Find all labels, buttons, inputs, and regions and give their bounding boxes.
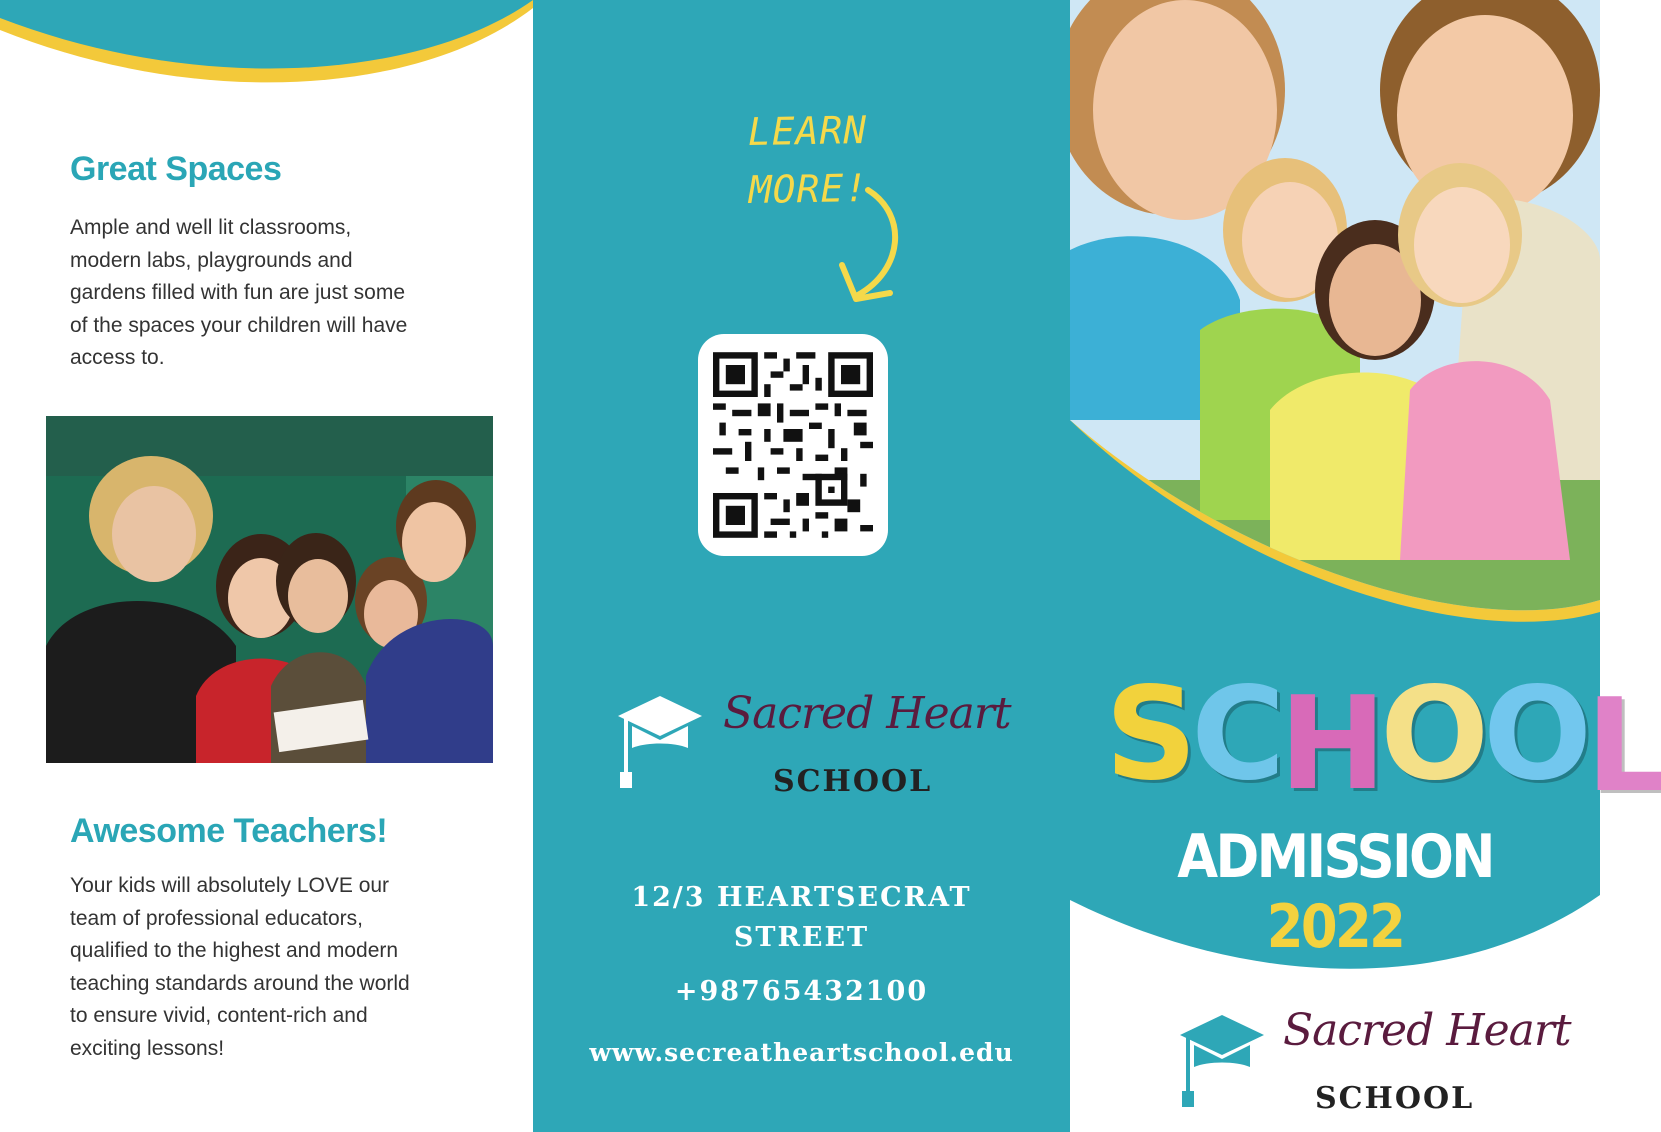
graduation-cap-icon (618, 692, 702, 792)
right-panel (1070, 0, 1661, 1132)
headline-letter-c: C (1191, 660, 1280, 809)
headline-letter-l: L (1585, 672, 1661, 821)
website-link[interactable]: www.secreatheartschool.edu (589, 1038, 1014, 1067)
great-spaces-description: Ample and well lit classrooms, modern labs, playgrounds and gardens filled with fun are just some of the spaces your children will have access to. (70, 216, 408, 369)
headline-letter-o2: O (1483, 660, 1586, 809)
headline-letter-h: H (1279, 670, 1381, 819)
qr-code-card[interactable] (698, 334, 888, 556)
school-logo-cover (1180, 1005, 1580, 1125)
school-headline (1105, 660, 1661, 821)
awesome-teachers-description: Your kids will absolutely LOVE our team of professional educators, qualified to the highest and modern teaching standards around the world to ensure vivid, content-rich and exciting lessons! (70, 874, 410, 1060)
school-name-subtitle: SCHOOL (773, 764, 933, 799)
headline-letter-o1: O (1380, 660, 1484, 809)
classroom-photo (46, 416, 493, 763)
learn-more-line2: MORE! (748, 165, 869, 213)
admission-year: 2022 (1266, 892, 1404, 962)
school-name-script: Sacred Heart (1283, 1005, 1571, 1056)
arrow-down-icon (828, 185, 918, 315)
middle-panel (533, 0, 1070, 1132)
top-wave-decoration (0, 0, 533, 120)
graduation-cap-icon (1180, 1011, 1264, 1111)
children-photo (1070, 0, 1600, 620)
admission-headline (1102, 822, 1568, 962)
left-panel (0, 0, 533, 1132)
learn-more-line1: LEARN (747, 107, 868, 155)
great-spaces-title: Great Spaces (70, 150, 282, 188)
awesome-teachers-title: Awesome Teachers! (70, 812, 388, 850)
headline-letter-s: S (1105, 660, 1192, 809)
address: 12/3 HEARTSECRAT STREET (631, 882, 972, 953)
admission-word: ADMISSION (1177, 822, 1493, 892)
school-logo (618, 684, 1018, 804)
school-name-subtitle: SCHOOL (1315, 1081, 1475, 1116)
qr-code-icon[interactable] (713, 350, 873, 540)
phone-number[interactable]: +98765432100 (674, 976, 929, 1007)
school-name-script: Sacred Heart (723, 688, 1011, 739)
